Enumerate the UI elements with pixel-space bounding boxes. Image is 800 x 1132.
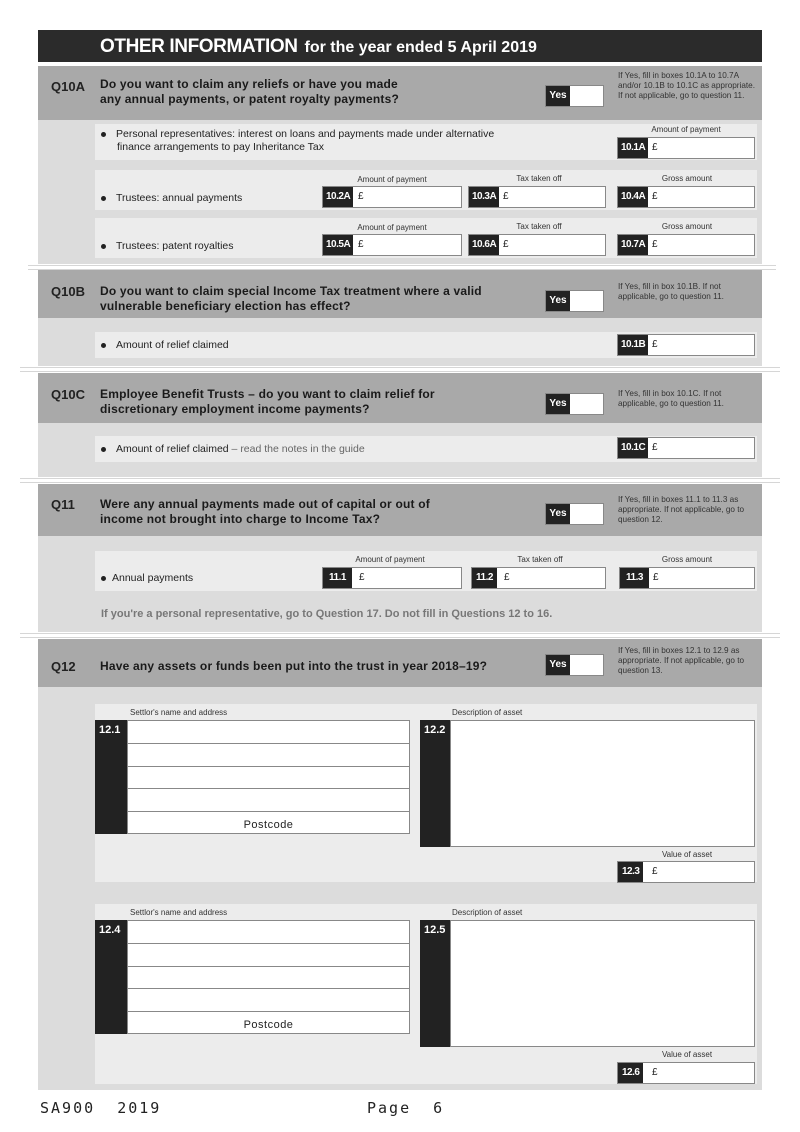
address-line (128, 767, 409, 789)
box-10-6a-input[interactable] (468, 234, 606, 256)
q10a-row3-text-value: Trustees: patent royalties (116, 240, 234, 252)
page-title-main: OTHER INFORMATION (100, 36, 298, 57)
box-id: 10.6A (469, 235, 499, 255)
section-divider (20, 478, 780, 483)
q11-label-1: Amount of payment (355, 555, 425, 564)
q10c-row-text-note: – read the notes in the guide (228, 443, 365, 455)
address-line (128, 744, 409, 767)
q10a-row3-label-2: Tax taken off (516, 222, 562, 231)
q11-row-text-value: Annual payments (112, 572, 194, 584)
q10a-row1-text-line2: finance arrangements to pay Inheritance Tax (117, 141, 325, 153)
q11-yes-checkbox[interactable] (545, 503, 604, 525)
address-line (128, 989, 409, 1012)
box-10-5a-input[interactable] (322, 234, 462, 256)
pound-sign: £ (653, 572, 659, 583)
box-id: 10.5A (323, 235, 353, 255)
q10c-yes-checkbox[interactable] (545, 393, 604, 415)
pound-sign: £ (652, 191, 658, 202)
pound-sign: £ (358, 239, 364, 250)
address-line (128, 789, 409, 812)
box-12-6-input[interactable] (617, 1062, 755, 1084)
bullet-icon (101, 447, 106, 452)
q12-block1-value-label: Value of asset (661, 850, 713, 859)
q10a-row2-label-1: Amount of payment (357, 175, 427, 184)
q11-label-3: Gross amount (661, 555, 713, 564)
q10a-row2-label-2: Tax taken off (516, 174, 562, 183)
q10c-question (100, 387, 540, 417)
q12-note: If Yes, fill in boxes 12.1 to 12.9 as appropriate. If not applicable, go to question 13. (618, 646, 745, 675)
box-10-2a-input[interactable] (322, 186, 462, 208)
address-line (128, 944, 409, 967)
q10a-row3-text (101, 240, 234, 253)
section-divider (20, 633, 780, 638)
q10a-row2-text-value: Trustees: annual payments (116, 192, 243, 204)
q10a-question-line1: Do you want to claim any reliefs or have you made (100, 77, 398, 91)
pound-sign: £ (652, 142, 658, 153)
q10a-row1-text-line1: Personal representatives: interest on loans and payments made under alternative (116, 128, 495, 140)
q10b-number: Q10B (51, 284, 85, 299)
q10c-note: If Yes, fill in box 10.1C. If not applicable, go to question 11. (618, 389, 724, 408)
q10b-question (100, 284, 540, 314)
q12-block2-settlor-label: Settlor's name and address (130, 908, 228, 917)
box-10-1a-input[interactable] (617, 137, 755, 159)
q10a-note: If Yes, fill in boxes 10.1A to 10.7A and/or 10.1B to 10.1C as appropriate. If not applicable, go to question 11. (618, 71, 756, 100)
page-title-subtitle: for the year ended 5 April 2019 (304, 39, 537, 56)
box-10-4a-input[interactable] (617, 186, 755, 208)
q11-note: If Yes, fill in boxes 11.1 to 11.3 as appropriate. If not applicable, go to question 12. (618, 495, 745, 524)
q10a-row3-label-3: Gross amount (661, 222, 713, 231)
q12-block2-value-label: Value of asset (661, 1050, 713, 1059)
box-id: 10.3A (469, 187, 499, 207)
q10a-row2-label-3: Gross amount (661, 174, 713, 183)
q10b-row-text (101, 339, 229, 352)
box-id: 11.2 (472, 568, 497, 588)
page-number: Page 6 (367, 1099, 445, 1117)
q10c-question-line1: Employee Benefit Trusts – do you want to claim relief for (100, 387, 435, 401)
box-12-1-id (95, 720, 127, 834)
pound-sign: £ (652, 866, 658, 877)
q11-question-line1: Were any annual payments made out of capital or out of (100, 497, 430, 511)
q10c-number: Q10C (51, 387, 85, 402)
box-12-4-settlor-input[interactable] (127, 920, 410, 1034)
pound-sign: £ (652, 442, 658, 453)
yes-label: Yes (546, 86, 570, 106)
pound-sign: £ (503, 191, 509, 202)
q10b-yes-checkbox[interactable] (545, 290, 604, 312)
address-line (128, 967, 409, 989)
q10a-yes-checkbox[interactable] (545, 85, 604, 107)
box-12-2-description-input[interactable] (450, 720, 755, 847)
box-12-2-id (420, 720, 450, 847)
bullet-icon (101, 343, 106, 348)
box-12-5-description-input[interactable] (450, 920, 755, 1047)
q11-row-text (101, 572, 193, 585)
yes-label: Yes (546, 504, 570, 524)
q10a-question-line2: any annual payments, or patent royalty payments? (100, 92, 400, 106)
box-11-1-input[interactable] (322, 567, 462, 589)
q10a-row2-text (101, 192, 242, 205)
box-10-1c-input[interactable] (617, 437, 755, 459)
section-divider (20, 367, 780, 372)
pound-sign: £ (504, 572, 510, 583)
yes-label: Yes (546, 291, 570, 311)
q10c-row-text-value: Amount of relief claimed (116, 443, 229, 455)
form-id: SA900 2019 (40, 1099, 162, 1117)
q11-number: Q11 (51, 497, 75, 512)
q10c-row-text (101, 443, 365, 456)
box-id: 12.2 (424, 724, 446, 736)
bullet-icon (101, 244, 106, 249)
box-id: 11.1 (323, 568, 352, 588)
pound-sign: £ (652, 339, 658, 350)
postcode-label: Postcode (243, 819, 294, 831)
pound-sign: £ (503, 239, 509, 250)
q10b-question-line1: Do you want to claim special Income Tax treatment where a valid (100, 284, 482, 298)
box-10-3a-input[interactable] (468, 186, 606, 208)
page-title (100, 36, 537, 58)
q10a-row1-col-label: Amount of payment (651, 125, 721, 134)
q10a-row3-label-1: Amount of payment (357, 223, 427, 232)
q10a-question (100, 77, 540, 107)
box-id: 10.4A (618, 187, 648, 207)
box-id: 10.2A (323, 187, 353, 207)
q10a-row1-text (101, 128, 601, 154)
bullet-icon (101, 196, 106, 201)
q12-block1-description-label: Description of asset (452, 708, 523, 717)
q12-block1-settlor-label: Settlor's name and address (130, 708, 228, 717)
box-id: 10.1A (618, 138, 648, 158)
box-id: 11.3 (620, 568, 649, 588)
box-id: 12.6 (618, 1063, 643, 1083)
box-12-5-id (420, 920, 450, 1047)
box-id: 10.1C (618, 438, 648, 458)
pound-sign: £ (358, 191, 364, 202)
box-12-4-id (95, 920, 127, 1034)
yes-label: Yes (546, 655, 570, 675)
bullet-icon (101, 576, 106, 581)
address-line (128, 721, 409, 744)
q12-question: Have any assets or funds been put into the trust in year 2018–19? (100, 659, 488, 673)
box-id: 10.1B (618, 335, 648, 355)
box-10-7a-input[interactable] (617, 234, 755, 256)
box-10-1b-input[interactable] (617, 334, 755, 356)
box-11-3-input[interactable] (619, 567, 755, 589)
box-id: 12.3 (618, 862, 643, 882)
box-12-1-settlor-input[interactable] (127, 720, 410, 834)
yes-label: Yes (546, 394, 570, 414)
pound-sign: £ (359, 572, 365, 583)
postcode-label: Postcode (243, 1019, 294, 1031)
q11-instruction: If you're a personal representative, go to Question 17. Do not fill in Questions 12 to 16. (101, 608, 553, 620)
q11-question (100, 497, 540, 527)
box-id: 12.4 (99, 924, 121, 936)
box-12-3-input[interactable] (617, 861, 755, 883)
q12-yes-checkbox[interactable] (545, 654, 604, 676)
q10b-row-text-value: Amount of relief claimed (116, 339, 229, 351)
box-id: 12.5 (424, 924, 446, 936)
q10a-number: Q10A (51, 79, 85, 94)
box-id: 10.7A (618, 235, 648, 255)
q10c-question-line2: discretionary employment income payments? (100, 402, 370, 416)
pound-sign: £ (652, 1067, 658, 1078)
address-line (128, 921, 409, 944)
box-id: 12.1 (99, 724, 121, 736)
bullet-icon (101, 132, 106, 137)
q12-block2-description-label: Description of asset (452, 908, 523, 917)
q11-label-2: Tax taken off (517, 555, 563, 564)
q10b-note: If Yes, fill in box 10.1B. If not applicable, go to question 11. (618, 282, 724, 301)
q11-question-line2: income not brought into charge to Income Tax? (100, 512, 381, 526)
box-11-2-input[interactable] (471, 567, 606, 589)
pound-sign: £ (652, 239, 658, 250)
q10b-question-line2: vulnerable beneficiary election has effect? (100, 299, 351, 313)
q12-number: Q12 (51, 659, 76, 674)
